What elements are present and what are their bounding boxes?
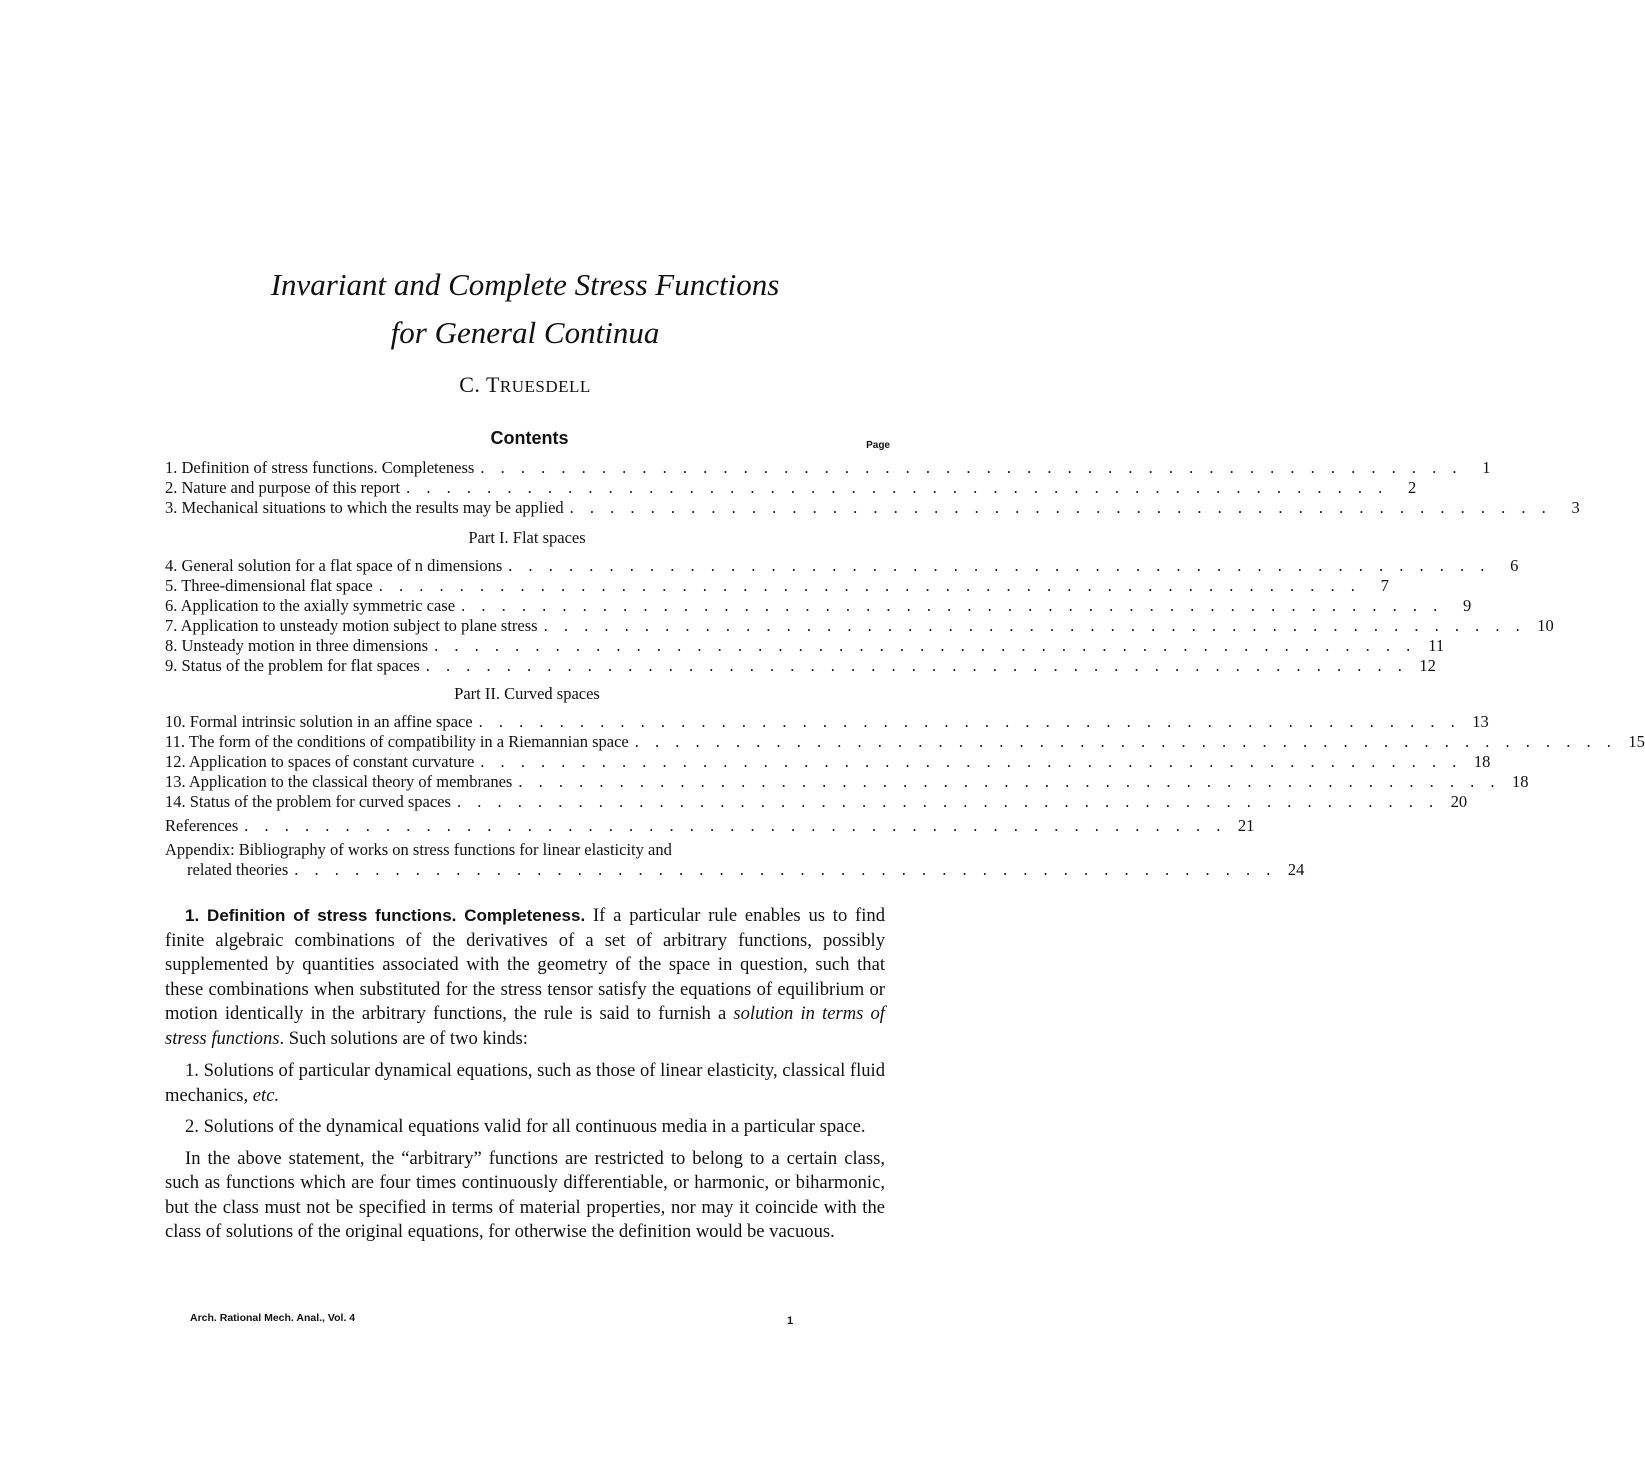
toc-entry[interactable]: 13. Application to the classical theory of membranes . . . . . . . . . . . . . . . . . . . . . . . . . . . . . . . . . . . . . . . . . . . . . . . . . 18 <box>165 772 1529 791</box>
appendix-line-2: related theories . . . . . . . . . . . . . . . . . . . . . . . . . . . . . . . . . . . . . . . . . . . . . . . . . 24 <box>187 860 1305 879</box>
page-number: 1 <box>787 1315 794 1327</box>
toc-entry[interactable]: 8. Unsteady motion in three dimensions . . . . . . . . . . . . . . . . . . . . . . . . . . . . . . . . . . . . . . . . . . . . . . . . . 11 <box>165 636 1445 655</box>
toc-entry[interactable]: 6. Application to the axially symmetric case . . . . . . . . . . . . . . . . . . . . . . . . . . . . . . . . . . . . . . . . . . . . . . . . . 9 <box>165 596 1472 615</box>
title-line-1: Invariant and Complete Stress Functions <box>270 267 780 302</box>
toc-entry[interactable]: 9. Status of the problem for flat spaces . . . . . . . . . . . . . . . . . . . . . . . . . . . . . . . . . . . . . . . . . . . . . . . . . 12 <box>165 656 1436 675</box>
toc-entry[interactable]: 12. Application to spaces of constant curvature . . . . . . . . . . . . . . . . . . . . . . . . . . . . . . . . . . . . . . . . . . . . . . . . . 18 <box>165 752 1491 771</box>
part-2-heading: Part II. Curved spaces <box>454 684 600 703</box>
toc-references <box>165 816 1255 836</box>
toc-entry[interactable]: 11. The form of the conditions of compatibility in a Riemannian space . . . . . . . . . . . . . . . . . . . . . . . . . . . . . . . . . . . . . . . . . . . . . . . . . 15 <box>165 732 1645 751</box>
toc-entry[interactable]: 7. Application to unsteady motion subject to plane stress . . . . . . . . . . . . . . . . . . . . . . . . . . . . . . . . . . . . . . . . . . . . . . . . . 10 <box>165 616 1554 635</box>
toc-part-2 <box>165 682 1645 812</box>
author-surname: RUESDELL <box>499 377 591 396</box>
toc-entry[interactable]: 4. General solution for a flat space of n dimensions . . . . . . . . . . . . . . . . . . . . . . . . . . . . . . . . . . . . . . . . . . . . . . . . . 6 <box>165 556 1519 575</box>
toc-entry[interactable]: 3. Mechanical situations to which the results may be applied . . . . . . . . . . . . . . . . . . . . . . . . . . . . . . . . . . . . . . . . . . . . . . . . . 3 <box>165 498 1580 517</box>
toc-entry[interactable]: 2. Nature and purpose of this report . . . . . . . . . . . . . . . . . . . . . . . . . . . . . . . . . . . . . . . . . . . . . . . . . 2 <box>165 478 1417 497</box>
toc-group-intro <box>165 458 1580 518</box>
author <box>0 372 1050 398</box>
toc-entry[interactable]: 14. Status of the problem for curved spaces . . . . . . . . . . . . . . . . . . . . . . . . . . . . . . . . . . . . . . . . . . . . . . . . . 20 <box>165 792 1468 811</box>
section-1-heading: 1. Definition of stress functions. Completeness. <box>185 906 586 925</box>
paragraph-2: In the above statement, the “arbitrary” functions are restricted to belong to a certain class, such as functions which are four times continuously differentiable, or harmonic, or biharmonic, but the class must not be specified in terms of material properties, nor may it coincide with the class of solutions of the original equations, for otherwise the definition would be vacuous. <box>165 1147 885 1242</box>
list-item-1: 1. Solutions of particular dynamical equations, such as those of linear elasticity, classical fluid mechanics, etc. <box>165 1060 886 1106</box>
part-1-heading: Part I. Flat spaces <box>468 528 586 547</box>
toc-entry[interactable]: 1. Definition of stress functions. Completeness . . . . . . . . . . . . . . . . . . . . . . . . . . . . . . . . . . . . . . . . . . . . . . . . . 1 <box>165 458 1491 477</box>
toc-part-1 <box>165 526 1554 676</box>
contents-heading: Contents <box>490 428 569 448</box>
paragraph-1: 1. Definition of stress functions. Completeness. If a particular rule enables us to find finite algebraic combinations of the derivatives of a set of arbitrary functions, possibly supplemented by quantities associated with the geometry of the space in question, such that these combinations when substituted for the stress tensor satisfy the equations of equilibrium or motion identically in the arbitrary functions, the rule is said to furnish a solution in terms of stress functions. Such solutions are of two kinds: <box>165 905 885 1049</box>
journal-citation: Arch. Rational Mech. Anal., Vol. 4 <box>190 1312 356 1324</box>
toc-entry[interactable]: 5. Three-dimensional flat space . . . . . . . . . . . . . . . . . . . . . . . . . . . . . . . . . . . . . . . . . . . . . . . . . 7 <box>165 576 1389 595</box>
toc-appendix[interactable] <box>165 840 1305 880</box>
author-initial: C. T <box>459 372 500 397</box>
toc-entry-references[interactable]: References . . . . . . . . . . . . . . . . . . . . . . . . . . . . . . . . . . . . . . . . . . . . . . . . . 21 <box>165 816 1255 835</box>
toc-entry[interactable]: 10. Formal intrinsic solution in an affine space . . . . . . . . . . . . . . . . . . . . . . . . . . . . . . . . . . . . . . . . . . . . . . . . . 13 <box>165 712 1489 731</box>
appendix-line-1: Appendix: Bibliography of works on stress functions for linear elasticity and <box>165 840 672 859</box>
section-1-body <box>165 904 885 1252</box>
title-line-2: for General Continua <box>390 315 660 350</box>
page-column-label: Page <box>866 440 890 451</box>
list-item-2: 2. Solutions of the dynamical equations valid for all continuous media in a particular space. <box>185 1116 866 1137</box>
